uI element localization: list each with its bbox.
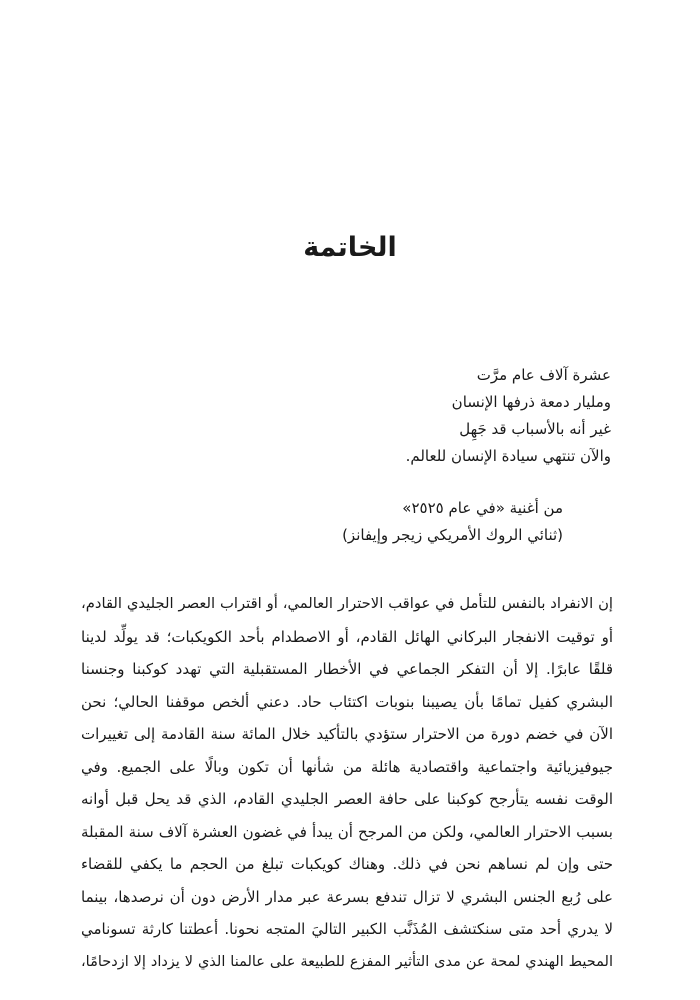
body-line: إن الانفراد بالنفس للتأمل في عواقب الاحترار العالمي، أو اقتراب العصر الجليدي القادم،	[81, 595, 613, 612]
verse-line: عشرة آلاف عام مرَّت	[476, 366, 611, 384]
verse-line: غير أنه بالأسباب قد جَهِل	[459, 420, 611, 438]
body-line: الوقت نفسه يتأرجح كوكبنا على حافة العصر الجليدي القادم، الذي قد يحل قبل أوانه	[81, 790, 613, 808]
body-line: الآن في خضم دورة من الاحترار ستؤدي بالتأكيد خلال المائة سنة القادمة إلى تغييرات	[81, 725, 613, 743]
epigraph-attribution	[281, 495, 563, 549]
body-line: قلقًا عابرًا. إلا أن التفكر الجماعي في الأخطار المستقبلية التي تهدد كوكبنا وجنسنا	[81, 660, 613, 678]
epigraph-verse	[281, 362, 611, 470]
body-line: جيوفيزيائية واجتماعية واقتصادية هائلة من شأنها أن تكون وبالًا على الجميع. وفي	[81, 757, 613, 776]
attribution-line: (ثنائي الروك الأمريكي زيجر وإيفانز)	[342, 526, 563, 544]
epigraph	[281, 362, 611, 549]
chapter-title: الخاتمة	[303, 232, 397, 263]
body-line: لا يدري أحد متى سنكتشف المُذَنَّب الكبير التاليَ المتجه نحونا. أعطتنا كارثة تسونامي	[81, 920, 613, 938]
body-line: على رُبع الجنس البشري لا تزال تندفع بسرعة عبر مدار الأرض دون أن نرصدها، بينما	[81, 887, 613, 906]
body-line: حتى وإن لم نساهم نحن في ذلك. وهناك كويكبات تبلغ من الحجم ما يكفي للقضاء	[81, 855, 613, 873]
body-line: أو توقيت الانفجار البركاني الهائل القادم، أو الاصطدام بأحد الكويكبات؛ قد يولِّد لدينا	[81, 627, 613, 646]
body-line: البشري كفيل تمامًا بأن يصيبنا بنوبات اكتئاب حاد. دعني ألخص موقفنا الحالي؛ نحن	[81, 692, 613, 711]
body-line: المحيط الهندي لمحة عن مدى التأثير المفزع للطبيعة على عالمنا الذي لا يزداد إلا ازدحامًا،	[81, 953, 613, 970]
verse-line: ومليار دمعة ذرفها الإنسان	[451, 393, 611, 411]
attribution-line: من أغنية «في عام ٢٥٢٥»	[402, 499, 563, 517]
body-paragraph	[81, 588, 613, 978]
body-line: بسبب الاحترار العالمي، ولكن من المرجح أن يبدأ في غضون العشرة آلاف سنة المقبلة	[81, 822, 613, 841]
verse-line: والآن تنتهي سيادة الإنسان للعالم.	[405, 447, 611, 465]
